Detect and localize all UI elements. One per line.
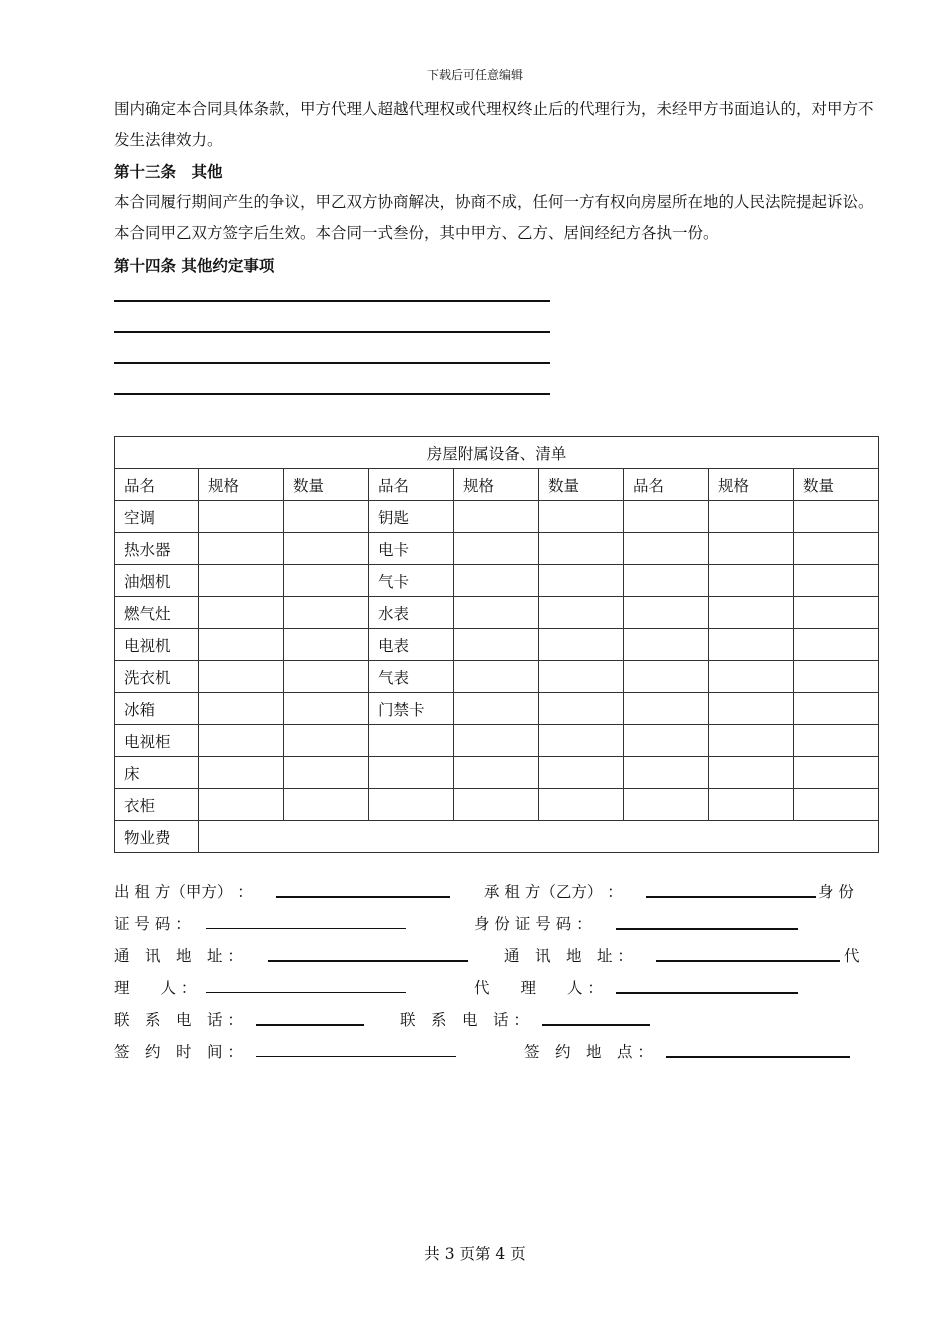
item-name: 冰箱 xyxy=(115,693,199,725)
qty-cell[interactable] xyxy=(284,725,369,757)
item-name-cell[interactable] xyxy=(624,693,709,725)
paragraph-disputes: 本合同履行期间产生的争议，甲乙双方协商解决，协商不成，任何一方有权向房屋所在地的人民法院提起诉讼。本合同甲乙双方签字后生效。本合同一式叁份，其中甲方、乙方、居间经纪方各执一份。 xyxy=(114,193,874,242)
item-name-cell[interactable] xyxy=(624,565,709,597)
sign-place-label: 签 约 地 点 ： xyxy=(524,1043,653,1061)
spec-cell[interactable] xyxy=(454,789,539,821)
spec-cell[interactable] xyxy=(454,725,539,757)
item-name-cell[interactable] xyxy=(624,757,709,789)
sign-time-label: 签 约 时 间 ： xyxy=(114,1043,243,1061)
page-number: 共 3 页第 4 页 xyxy=(424,1245,526,1263)
qty-cell[interactable] xyxy=(794,789,879,821)
spec-cell[interactable] xyxy=(454,757,539,789)
sign-time-field[interactable] xyxy=(256,1040,456,1057)
item-name: 油烟机 xyxy=(115,565,199,597)
item-name-cell[interactable] xyxy=(624,725,709,757)
spec-cell[interactable] xyxy=(454,629,539,661)
qty-cell[interactable] xyxy=(284,533,369,565)
qty-cell[interactable] xyxy=(539,597,624,629)
spec-cell[interactable] xyxy=(709,693,794,725)
table-row xyxy=(115,757,879,789)
sign-place-field[interactable] xyxy=(666,1040,850,1058)
spec-cell[interactable] xyxy=(199,629,284,661)
spec-cell[interactable] xyxy=(454,693,539,725)
lessee-phone-label: 联 系 电 话 ： xyxy=(400,1011,529,1029)
table-header-row xyxy=(115,469,879,501)
item-name: 钥匙 xyxy=(369,501,454,533)
spec-cell[interactable] xyxy=(709,565,794,597)
item-name-cell[interactable] xyxy=(624,661,709,693)
item-name-cell[interactable] xyxy=(624,789,709,821)
table-row xyxy=(115,533,879,565)
qty-cell[interactable] xyxy=(284,693,369,725)
spec-cell[interactable] xyxy=(199,597,284,629)
spec-cell[interactable] xyxy=(199,757,284,789)
lessee-name-field[interactable] xyxy=(646,880,816,898)
lessee-address-label: 通 讯 地 址 ： xyxy=(504,947,633,965)
spec-cell[interactable] xyxy=(709,629,794,661)
table-row xyxy=(115,725,879,757)
page-header-note: 下载后可任意编辑 xyxy=(426,68,523,82)
spec-cell[interactable] xyxy=(709,597,794,629)
spec-cell[interactable] xyxy=(709,725,794,757)
spec-cell[interactable] xyxy=(709,789,794,821)
table-row xyxy=(115,789,879,821)
table-row xyxy=(115,629,879,661)
lessor-phone-field[interactable] xyxy=(256,1008,364,1026)
qty-cell[interactable] xyxy=(539,725,624,757)
column-header: 数量 xyxy=(284,469,369,501)
item-name-cell[interactable] xyxy=(369,725,454,757)
spec-cell[interactable] xyxy=(709,661,794,693)
article-13-heading: 第十三条 其他 xyxy=(114,162,223,181)
qty-cell[interactable] xyxy=(794,597,879,629)
column-header: 品名 xyxy=(369,469,454,501)
column-header: 品名 xyxy=(624,469,709,501)
item-name: 空调 xyxy=(115,501,199,533)
lessee-label: 承 租 方（乙方） ： xyxy=(484,883,623,901)
column-header: 规格 xyxy=(199,469,284,501)
spec-cell[interactable] xyxy=(709,501,794,533)
lessee-address-field[interactable] xyxy=(656,944,840,962)
item-name: 电视柜 xyxy=(115,725,199,757)
table-title-row xyxy=(115,437,879,469)
other-terms-line[interactable] xyxy=(114,331,550,333)
column-header: 品名 xyxy=(115,469,199,501)
qty-cell[interactable] xyxy=(284,661,369,693)
qty-cell[interactable] xyxy=(284,597,369,629)
item-name-cell[interactable] xyxy=(624,629,709,661)
other-terms-line[interactable] xyxy=(114,362,550,364)
lessor-address-label: 通 讯 地 址 ： xyxy=(114,947,243,965)
qty-cell[interactable] xyxy=(794,501,879,533)
equipment-list-table xyxy=(114,436,879,853)
lessee-agent-label: 代 理 人 ： xyxy=(474,979,603,997)
spec-cell[interactable] xyxy=(199,501,284,533)
property-fee-label: 物业费 xyxy=(115,821,199,853)
qty-cell[interactable] xyxy=(794,629,879,661)
spec-cell[interactable] xyxy=(199,693,284,725)
lessor-id-field[interactable] xyxy=(206,912,406,929)
item-name-cell[interactable] xyxy=(624,597,709,629)
lessee-id-field[interactable] xyxy=(616,912,798,930)
qty-cell[interactable] xyxy=(539,565,624,597)
qty-cell[interactable] xyxy=(284,629,369,661)
lessor-phone-label: 联 系 电 话 ： xyxy=(114,1011,243,1029)
table-row xyxy=(115,661,879,693)
spec-cell[interactable] xyxy=(709,757,794,789)
qty-cell[interactable] xyxy=(794,725,879,757)
column-header: 规格 xyxy=(454,469,539,501)
qty-cell[interactable] xyxy=(539,629,624,661)
spec-cell[interactable] xyxy=(454,533,539,565)
spec-cell[interactable] xyxy=(199,661,284,693)
lessee-agent-field[interactable] xyxy=(616,976,798,994)
agent-label-tail: 代 xyxy=(844,947,860,965)
item-name-cell[interactable] xyxy=(369,757,454,789)
qty-cell[interactable] xyxy=(794,533,879,565)
id-label-tail: 身 份 xyxy=(818,883,854,901)
spec-cell[interactable] xyxy=(709,533,794,565)
lessor-address-field[interactable] xyxy=(268,944,468,962)
column-header: 数量 xyxy=(794,469,879,501)
item-name: 床 xyxy=(115,757,199,789)
table-row xyxy=(115,501,879,533)
item-name-cell[interactable] xyxy=(369,789,454,821)
item-name: 水表 xyxy=(369,597,454,629)
table-row xyxy=(115,597,879,629)
qty-cell[interactable] xyxy=(539,693,624,725)
column-header: 规格 xyxy=(709,469,794,501)
other-terms-line[interactable] xyxy=(114,300,550,302)
item-name: 电视机 xyxy=(115,629,199,661)
spec-cell[interactable] xyxy=(454,501,539,533)
article-14-heading: 第十四条 其他约定事项 xyxy=(114,256,275,275)
qty-cell[interactable] xyxy=(794,565,879,597)
qty-cell[interactable] xyxy=(794,661,879,693)
qty-cell[interactable] xyxy=(539,757,624,789)
item-name: 热水器 xyxy=(115,533,199,565)
paragraph-agent-scope: 围内确定本合同具体条款，甲方代理人超越代理权或代理权终止后的代理行为，未经甲方书面追认的，对甲方不发生法律效力。 xyxy=(114,100,874,149)
lessee-id-label: 身 份 证 号 码 ： xyxy=(474,915,592,933)
qty-cell[interactable] xyxy=(794,757,879,789)
qty-cell[interactable] xyxy=(284,757,369,789)
lessor-name-field[interactable] xyxy=(276,880,450,898)
qty-cell[interactable] xyxy=(539,789,624,821)
item-name: 气表 xyxy=(369,661,454,693)
item-name: 电表 xyxy=(369,629,454,661)
item-name: 洗衣机 xyxy=(115,661,199,693)
spec-cell[interactable] xyxy=(199,789,284,821)
item-name-cell[interactable] xyxy=(624,501,709,533)
qty-cell[interactable] xyxy=(539,501,624,533)
table-title: 房屋附属设备、清单 xyxy=(115,437,879,469)
item-name: 燃气灶 xyxy=(115,597,199,629)
item-name: 气卡 xyxy=(369,565,454,597)
property-fee-row xyxy=(115,821,879,853)
lessor-label: 出 租 方（甲方） ： xyxy=(114,883,253,901)
property-fee-value-cell[interactable] xyxy=(199,821,879,853)
qty-cell[interactable] xyxy=(539,533,624,565)
lessor-agent-field[interactable] xyxy=(206,976,406,993)
spec-cell[interactable] xyxy=(199,533,284,565)
spec-cell[interactable] xyxy=(199,565,284,597)
qty-cell[interactable] xyxy=(284,565,369,597)
spec-cell[interactable] xyxy=(454,565,539,597)
table-row xyxy=(115,693,879,725)
item-name: 门禁卡 xyxy=(369,693,454,725)
spec-cell[interactable] xyxy=(199,725,284,757)
column-header: 数量 xyxy=(539,469,624,501)
qty-cell[interactable] xyxy=(284,501,369,533)
other-terms-line[interactable] xyxy=(114,393,550,395)
lessor-id-label: 证 号 码 ： xyxy=(114,915,191,933)
qty-cell[interactable] xyxy=(794,693,879,725)
item-name: 电卡 xyxy=(369,533,454,565)
lessor-agent-label: 理 人 ： xyxy=(114,979,197,997)
lessee-phone-field[interactable] xyxy=(542,1008,650,1026)
item-name: 衣柜 xyxy=(115,789,199,821)
spec-cell[interactable] xyxy=(454,661,539,693)
table-row xyxy=(115,565,879,597)
qty-cell[interactable] xyxy=(539,661,624,693)
item-name-cell[interactable] xyxy=(624,533,709,565)
qty-cell[interactable] xyxy=(284,789,369,821)
spec-cell[interactable] xyxy=(454,597,539,629)
